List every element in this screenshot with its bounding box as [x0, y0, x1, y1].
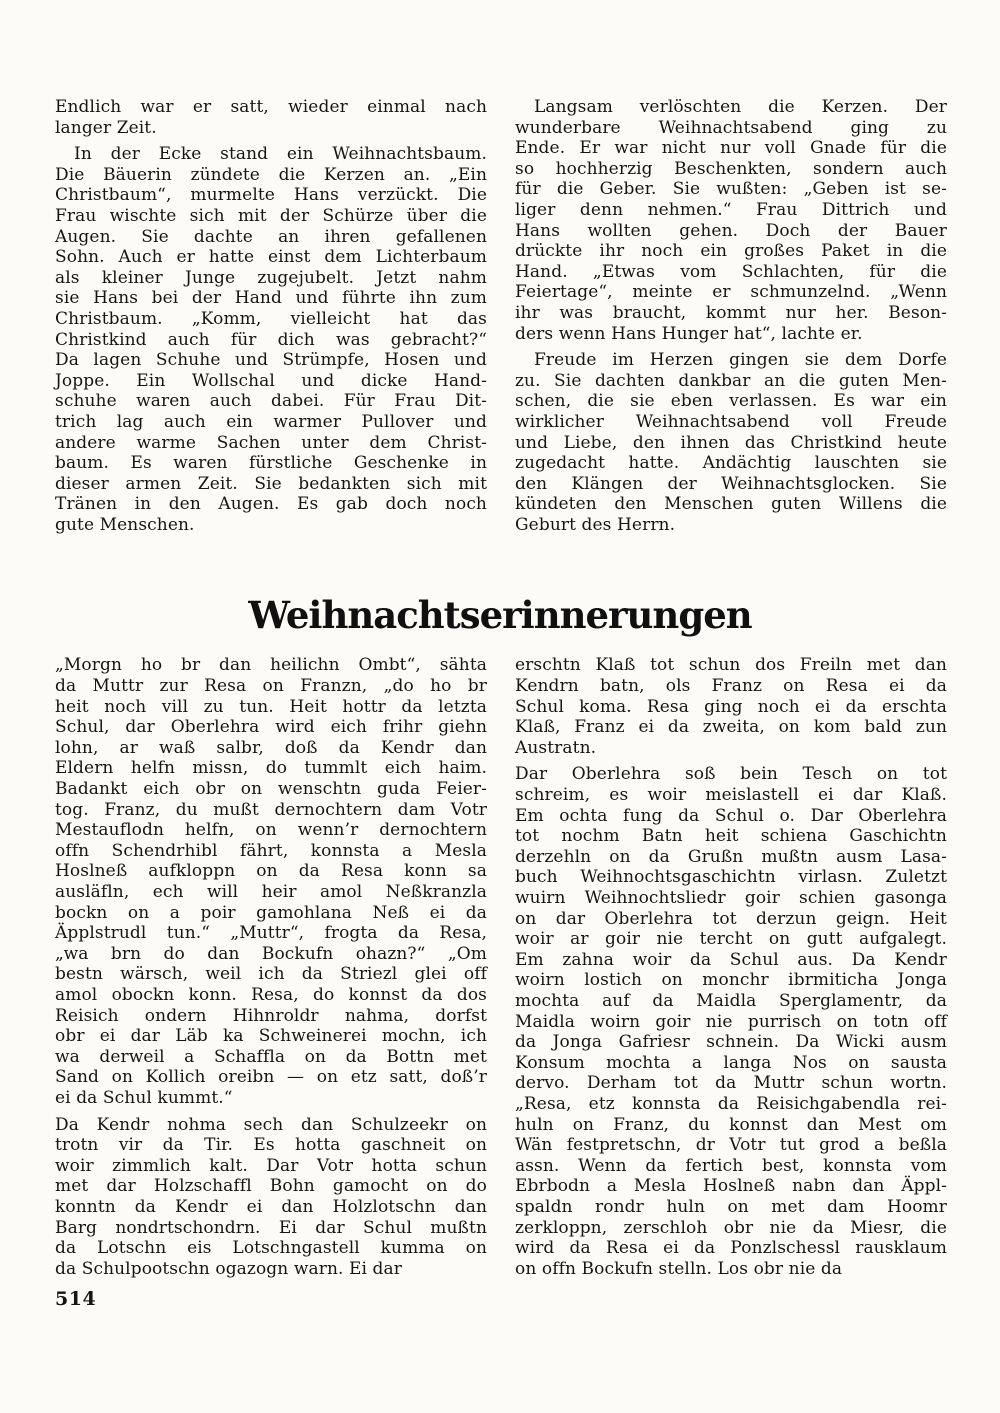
text-line: heit noch vill zu tun. Heit hottr da letzta: [55, 696, 487, 717]
text-line: Christkind auch für dich was gebracht?“: [55, 329, 487, 350]
text-line: offn Schendrhibl fährt, konnsta a Mesla: [55, 840, 487, 861]
text-line: „Resa, etz konnsta da Reisichgabendla rei-: [515, 1093, 947, 1114]
text-line: Hoslneß aufkloppn on da Resa konn sa: [55, 861, 487, 882]
text-line: obr ei dar Läb ka Schweinerei mochn, ich: [55, 1026, 487, 1047]
text-line: Die Bäuerin zündete die Kerzen an. „Ein: [55, 164, 487, 185]
text-line: ei da Schul kummt.“: [55, 1087, 233, 1108]
text-line: da Jonga Gafriesr schnein. Da Wicki ausm: [515, 1032, 947, 1053]
text-line: Ende. Er war nicht nur voll Gnade für die: [515, 138, 947, 159]
text-line: wuirn Weihnochtsliedr goir schien gasonga: [515, 888, 947, 908]
text-line: trotn vir da Tir. Es hotta gaschneit on: [55, 1135, 487, 1156]
text-line: erschtn Klaß tot schun dos Freiln met dan: [515, 655, 947, 676]
text-line: Schul, dar Oberlehra wird eich frihr giehn: [55, 717, 487, 738]
text-line: amol obockn konn. Resa, do konnst da dos: [55, 984, 487, 1005]
text-line: tog. Franz, du mußt dernochtern dam Votr: [55, 799, 487, 820]
text-line: lohn, ar waß salbr, doß da Kendr dan: [55, 737, 487, 758]
text-line: wunderbare Weihnachtsabend ging zu: [515, 117, 947, 138]
text-line: Eldern helfn missn, do tummlt eich haim.: [55, 758, 487, 779]
text-line: Feiertage“, meinte er schmunzelnd. „Wenn: [515, 282, 947, 303]
text-line: andere warme Sachen unter dem Christ-: [55, 432, 487, 453]
text-line: wird da Resa ei da Ponzlschessl rausklaum: [515, 1238, 947, 1259]
story-dialect-section: [55, 655, 947, 1279]
text-line: Maidla woirn goir nie purrisch on totn off: [515, 1011, 947, 1032]
page-number: 514: [55, 1288, 97, 1310]
text-line: spaldn rondr huln on met dam Hoomr: [515, 1196, 947, 1217]
text-line: zugedacht hatte. Andächtig lauschten sie: [515, 453, 947, 474]
text-line: Kendrn batn, ols Franz on Resa ei da: [515, 676, 947, 697]
text-line: trich lag auch ein warmer Pullover und: [55, 411, 487, 432]
text-line: ders wenn Hans Hunger hat“, lachte er.: [515, 323, 863, 344]
text-line: zu. Sie dachten dankbar an die guten Men-: [515, 370, 947, 391]
text-line: gute Menschen.: [55, 514, 195, 535]
paragraph: [515, 655, 947, 758]
paragraph: [55, 97, 487, 138]
text-line: mochta auf da Maidla Sperglamentr, da: [515, 990, 947, 1011]
paragraph: [55, 144, 487, 535]
text-line: wa derweil a Schaffla on da Bottn met: [55, 1046, 487, 1067]
text-line: zerkloppn, zerschloh obr nie da Miesr, die: [515, 1217, 947, 1238]
text-line: dervo. Derham tot da Muttr schun wortn.: [515, 1073, 947, 1094]
bottom-left-column: [55, 655, 487, 1279]
text-line: In der Ecke stand ein Weihnachtsbaum.: [74, 144, 487, 165]
text-line: schreim, es woir meislastell ei dar Klaß.: [515, 785, 947, 806]
text-line: Da lagen Schuhe und Strümpfe, Hosen und: [55, 350, 487, 371]
text-line: woir ar goir nie tercht on gutt aufgalegt.: [515, 929, 947, 950]
text-line: bockn on a poir gamohlana Neß ei da: [55, 902, 487, 923]
story-end-section: [55, 0, 947, 535]
text-line: „wa brn do dan Bockufn ohazn?“ „Om: [55, 943, 487, 964]
text-line: Christbaum. „Komm, vielleicht hat das: [55, 308, 487, 329]
text-line: ausläfln, ech will heir amol Neßkranzla: [55, 882, 487, 902]
text-line: sie Hans bei der Hand und führte ihn zum: [55, 288, 487, 309]
text-line: Sohn. Auch er hatte einst dem Lichterbaum: [55, 247, 487, 268]
text-line: Christbaum“, murmelte Hans verzückt. Die: [55, 185, 487, 206]
text-line: und Liebe, den ihnen das Christkind heute: [515, 432, 947, 453]
bottom-right-column: [515, 655, 947, 1279]
text-line: huln on Franz, du konnst dan Mest om: [515, 1114, 947, 1135]
paragraph: [55, 1115, 487, 1280]
text-line: Mestauflodn helfn, on wenn’r dernochtern: [55, 820, 487, 841]
text-line: dieser armen Zeit. Sie bedankten sich mit: [55, 473, 487, 494]
text-line: schen, die sie eben verlassen. Es war ein: [515, 391, 947, 412]
text-line: Ebrbodn a Mesla Hoslneß nabn dan Äppl-: [515, 1176, 947, 1197]
text-line: langer Zeit.: [55, 117, 157, 138]
text-line: Äpplstrudl tun.“ „Muttr“, frogta da Resa,: [55, 923, 487, 944]
section-heading-fraktur: Weihnachtserinnerungen: [248, 593, 752, 638]
text-line: Hans wollten gehen. Doch der Bauer: [515, 220, 947, 241]
text-line: Sand on Kollich oreibn — on etz satt, doß’r: [55, 1067, 487, 1088]
text-line: on offn Bockufn stelln. Los obr nie da: [515, 1258, 843, 1279]
text-line: assn. Wenn da fertich best, konnsta vom: [515, 1155, 947, 1176]
paragraph: [55, 655, 487, 1108]
text-line: Konsum mochta a langa Nos on sausta: [515, 1052, 947, 1073]
paragraph: [515, 764, 947, 1279]
paragraph: [515, 350, 947, 535]
text-line: met dar Holzschaffl Bohn gamocht on do: [55, 1176, 487, 1197]
text-line: Hand. „Etwas vom Schlachten, für die: [515, 261, 947, 282]
text-line: kündeten den Menschen guten Willens die: [515, 494, 947, 515]
text-line: da Schulpootschn ogazogn warn. Ei dar: [55, 1258, 402, 1279]
text-line: woir zimmlich kalt. Dar Votr hotta schun: [55, 1155, 487, 1176]
text-line: woirn lostich on monchr ibrmiticha Jonga: [515, 970, 947, 991]
text-line: so hochherzig Beschenkten, sondern auch: [515, 158, 947, 179]
text-line: den Klängen der Weihnachtsglocken. Sie: [515, 473, 947, 494]
text-line: Em ochta fung da Schul o. Dar Oberlehra: [515, 805, 947, 826]
text-line: ihr was braucht, kommt nur her. Beson-: [515, 302, 947, 323]
text-line: Langsam verlöschten die Kerzen. Der: [534, 97, 947, 117]
top-right-column: [515, 97, 947, 535]
text-line: konntn da Kendr ei dan Holzlotschn dan: [55, 1196, 487, 1217]
text-line: Austratn.: [515, 737, 597, 758]
text-line: Augen. Sie dachte an ihren gefallenen: [55, 226, 487, 247]
text-line: da Lotschn eis Lotschngastell kumma on: [55, 1238, 487, 1259]
text-line: bestn wärsch, weil ich da Striezl glei off: [55, 964, 487, 985]
text-line: tot nochm Batn heit schiena Gaschichtn: [515, 826, 947, 847]
text-line: Barg nondrtschondrn. Ei dar Schul mußtn: [55, 1217, 487, 1238]
text-line: drückte ihr noch ein großes Paket in die: [515, 241, 947, 262]
text-line: Endlich war er satt, wieder einmal nach: [55, 97, 487, 117]
text-line: Joppe. Ein Wollschal und dicke Hand-: [55, 370, 487, 391]
text-line: Dar Oberlehra soß bein Tesch on tot: [515, 764, 947, 785]
text-line: Wän festpretschn, dr Votr tut grod a beßla: [515, 1135, 947, 1156]
text-line: wirklicher Weihnachtsabend voll Freude: [515, 411, 947, 432]
text-line: liger denn nehmen.“ Frau Dittrich und: [515, 199, 947, 220]
text-line: „Morgn ho br dan heilichn Ombt“, sähta: [55, 655, 487, 676]
text-line: Geburt des Herrn.: [515, 514, 676, 535]
text-line: on dar Oberlehra tot derzun geign. Heit: [515, 908, 947, 929]
text-line: als kleiner Junge zugejubelt. Jetzt nahm: [55, 267, 487, 288]
text-line: Badankt eich obr on wenschtn guda Feier-: [55, 779, 487, 800]
text-line: Frau wischte sich mit der Schürze über die: [55, 205, 487, 226]
text-line: Tränen in den Augen. Es gab doch noch: [55, 494, 487, 515]
text-line: schuhe waren auch dabei. Für Frau Dit-: [55, 391, 487, 412]
text-line: da Muttr zur Resa on Franzn, „do ho br: [55, 676, 487, 697]
text-line: Schul koma. Resa ging noch ei da erschta: [515, 696, 947, 717]
paragraph: [515, 97, 947, 344]
text-line: Em zahna woir da Schul aus. Da Kendr: [515, 949, 947, 970]
top-left-column: [55, 97, 487, 535]
text-line: Klaß, Franz ei da zweita, on kom bald zun: [515, 717, 947, 738]
text-line: derzehln on da Grußn mußtn ausm Lasa-: [515, 846, 947, 867]
text-line: baum. Es waren fürstliche Geschenke in: [55, 453, 487, 474]
text-line: Freude im Herzen gingen sie dem Dorfe: [534, 350, 947, 371]
text-line: buch Weihnochtsgaschichtn virlasn. Zuletzt: [515, 867, 947, 888]
text-line: für die Geber. Sie wußten: „Geben ist se-: [515, 179, 947, 200]
text-line: Da Kendr nohma sech dan Schulzeekr on: [55, 1114, 487, 1135]
text-line: Reisich ondern Hihnroldr nahma, dorfst: [55, 1005, 487, 1026]
